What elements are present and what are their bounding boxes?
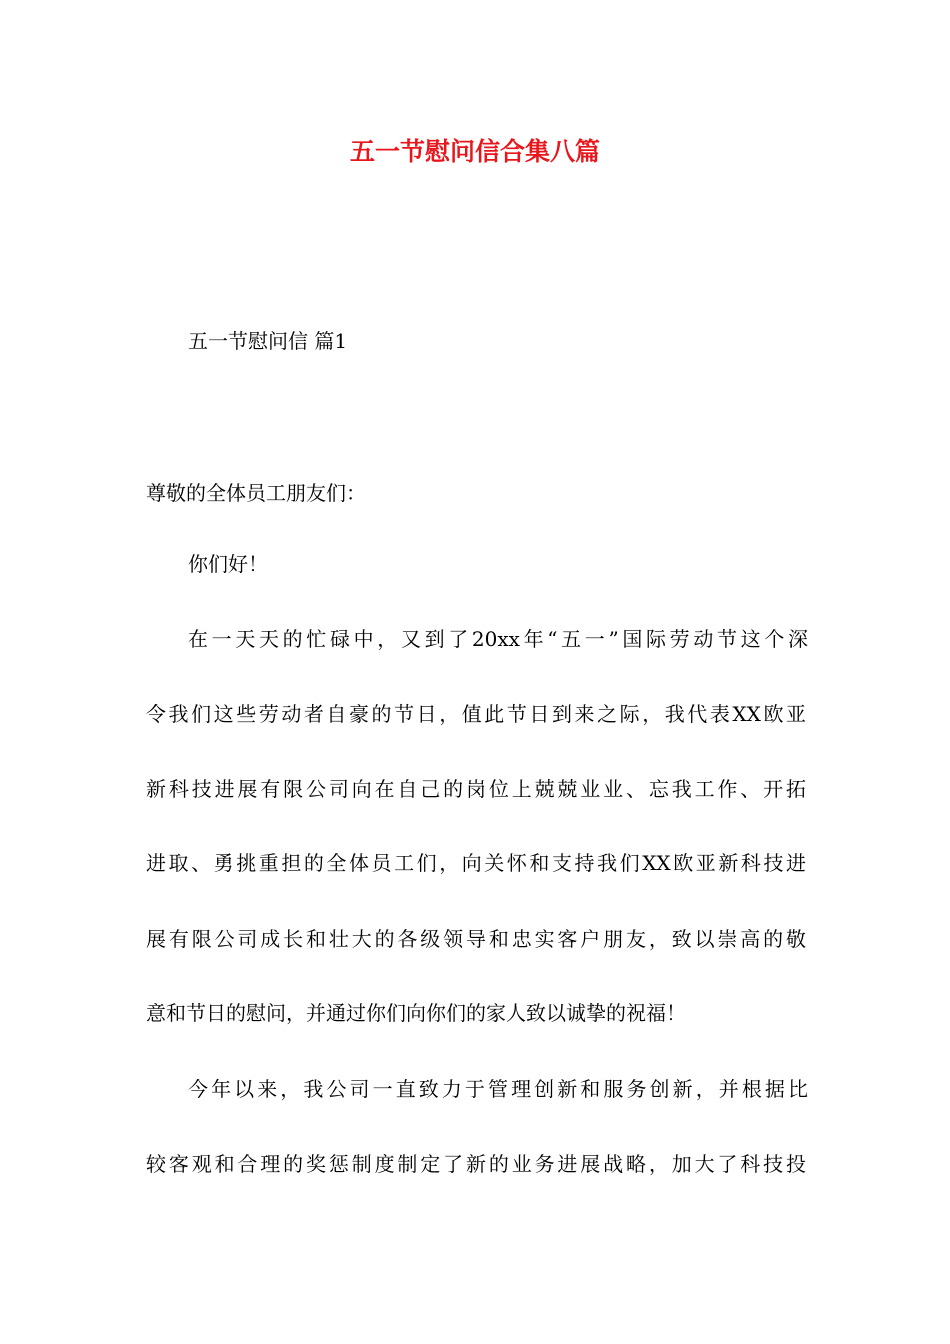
paragraph-line: 进取、勇挑重担的全体员工们，向关怀和支持我们XX欧亚新科技进 [146, 851, 806, 875]
paragraph-line: 令我们这些劳动者自豪的节日，值此节日到来之际，我代表XX欧亚 [146, 702, 806, 726]
paragraph-line: 较客观和合理的奖惩制度制定了新的业务进展战略，加大了科技投 [146, 1152, 806, 1176]
paragraph-line: 新科技进展有限公司向在自己的岗位上兢兢业业、忘我工作、开拓 [146, 777, 806, 801]
paragraph-line: 展有限公司成长和壮大的各级领导和忠实客户朋友，致以崇高的敬 [146, 927, 806, 951]
paragraph-line: 在一天天的忙碌中，又到了20xx年“五一”国际劳动节这个深 [188, 627, 808, 651]
paragraph-line: 今年以来，我公司一直致力于管理创新和服务创新，并根据比 [188, 1077, 808, 1101]
paragraph-line: 意和节日的慰问，并通过你们向你们的家人致以诚挚的祝福！ [146, 1001, 686, 1025]
document-title: 五一节慰问信合集八篇 [349, 137, 600, 166]
section-heading: 五一节慰问信 篇1 [188, 329, 348, 353]
salutation: 尊敬的全体员工朋友们： [146, 481, 366, 505]
greeting: 你们好！ [188, 552, 268, 576]
